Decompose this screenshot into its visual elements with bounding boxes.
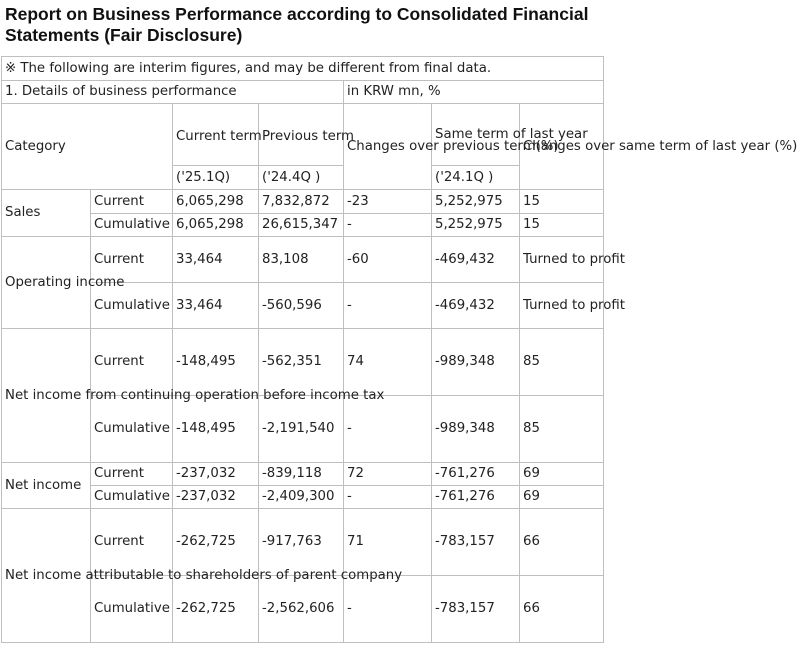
change-previous-value: -60: [344, 237, 432, 283]
change-previous-value: 72: [344, 463, 432, 486]
current-value: 6,065,298: [173, 214, 259, 237]
change-previous-value: -: [344, 214, 432, 237]
current-value: -237,032: [173, 463, 259, 486]
change-same-value: 15: [520, 214, 604, 237]
header-current-term: Current term: [173, 104, 259, 166]
row-type: Cumulative: [91, 576, 173, 643]
change-previous-value: 71: [344, 509, 432, 576]
header-previous-term: Previous term: [259, 104, 344, 166]
table-row: [2, 509, 604, 576]
same-term-value: 5,252,975: [432, 190, 520, 214]
row-type: Current: [91, 463, 173, 486]
change-same-value: 85: [520, 396, 604, 463]
category-operating-income: Operating income: [2, 237, 91, 329]
section-label: 1. Details of business performance: [2, 81, 344, 104]
change-same-value: 69: [520, 486, 604, 509]
change-previous-value: -: [344, 283, 432, 329]
previous-value: -2,562,606: [259, 576, 344, 643]
previous-value: -2,409,300: [259, 486, 344, 509]
current-value: 33,464: [173, 283, 259, 329]
current-value: -148,495: [173, 396, 259, 463]
current-value: 33,464: [173, 237, 259, 283]
performance-table: [1, 56, 797, 643]
header-row: [2, 104, 604, 166]
report-title: Report on Business Performance according to Consolidated Financial Statements (Fair Disclosure): [5, 4, 589, 45]
category-sales: Sales: [2, 190, 91, 237]
change-same-value: Turned to profit: [520, 283, 604, 329]
same-term-value: -469,432: [432, 283, 520, 329]
row-type: Cumulative: [91, 214, 173, 237]
change-same-value: 66: [520, 509, 604, 576]
previous-value: -839,118: [259, 463, 344, 486]
change-previous-value: -: [344, 396, 432, 463]
header-changes-previous: Changes over previous term(%): [344, 104, 432, 190]
same-term-value: -761,276: [432, 463, 520, 486]
row-type: Cumulative: [91, 396, 173, 463]
header-category: Category: [2, 104, 173, 190]
header-current-period: ('25.1Q): [173, 166, 259, 190]
note-text: ※ The following are interim figures, and may be different from final data.: [2, 57, 604, 81]
header-same-period: ('24.1Q ): [432, 166, 520, 190]
table-row: [2, 190, 604, 214]
table-row: [2, 214, 604, 237]
unit-label: in KRW mn, %: [344, 81, 604, 104]
same-term-value: -783,157: [432, 509, 520, 576]
note-row: [2, 57, 604, 81]
table-row: [2, 463, 604, 486]
previous-value: -560,596: [259, 283, 344, 329]
change-previous-value: -23: [344, 190, 432, 214]
change-previous-value: 74: [344, 329, 432, 396]
table-row: [2, 329, 604, 396]
header-changes-same: Changes over same term of last year (%): [520, 104, 604, 190]
same-term-value: -989,348: [432, 329, 520, 396]
change-same-value: 66: [520, 576, 604, 643]
previous-value: 83,108: [259, 237, 344, 283]
header-previous-period: ('24.4Q ): [259, 166, 344, 190]
current-value: -262,725: [173, 576, 259, 643]
row-type: Current: [91, 190, 173, 214]
previous-value: 26,615,347: [259, 214, 344, 237]
change-same-value: 15: [520, 190, 604, 214]
category-net-income-parent: Net income attributable to shareholders of parent company: [2, 509, 91, 643]
same-term-value: 5,252,975: [432, 214, 520, 237]
change-same-value: 85: [520, 329, 604, 396]
previous-value: 7,832,872: [259, 190, 344, 214]
same-term-value: -761,276: [432, 486, 520, 509]
change-previous-value: -: [344, 486, 432, 509]
row-type: Current: [91, 237, 173, 283]
same-term-value: -469,432: [432, 237, 520, 283]
row-type: Cumulative: [91, 283, 173, 329]
change-same-value: 69: [520, 463, 604, 486]
table-row: [2, 237, 604, 283]
row-type: Cumulative: [91, 486, 173, 509]
previous-value: -917,763: [259, 509, 344, 576]
section-row: [2, 81, 604, 104]
same-term-value: -783,157: [432, 576, 520, 643]
current-value: -237,032: [173, 486, 259, 509]
current-value: -148,495: [173, 329, 259, 396]
table-row: [2, 486, 604, 509]
previous-value: -562,351: [259, 329, 344, 396]
change-same-value: Turned to profit: [520, 237, 604, 283]
current-value: -262,725: [173, 509, 259, 576]
category-net-income-continuing: Net income from continuing operation before income tax: [2, 329, 91, 463]
category-net-income: Net income: [2, 463, 91, 509]
same-term-value: -989,348: [432, 396, 520, 463]
change-previous-value: -: [344, 576, 432, 643]
current-value: 6,065,298: [173, 190, 259, 214]
row-type: Current: [91, 509, 173, 576]
row-type: Current: [91, 329, 173, 396]
previous-value: -2,191,540: [259, 396, 344, 463]
header-same-term: Same term of last year: [432, 104, 520, 166]
